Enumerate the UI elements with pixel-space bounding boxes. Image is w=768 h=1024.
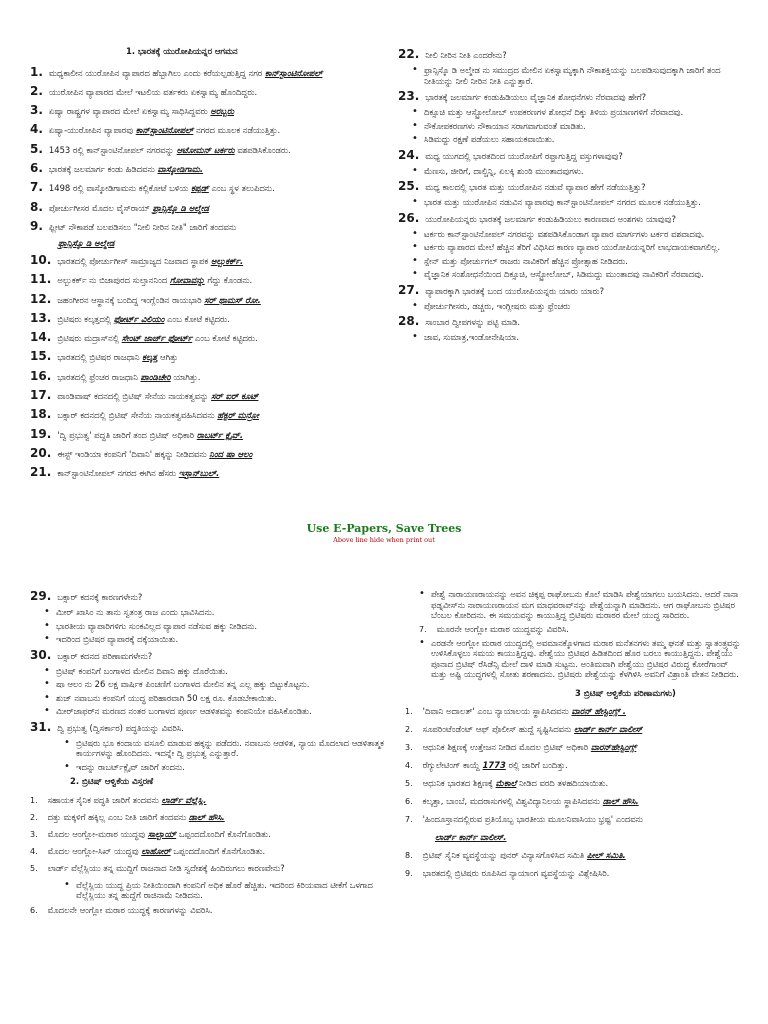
item-text: ಫ್ಲೀಟ್ ನೌಕಾಪಡೆ ಬಲಪಡಿಸಲು "ನೀಲಿ ನೀರಿನ ನೀತಿ" ಜಾರಿಗೆ ತಂದವನು (48, 221, 237, 232)
item-number: 5. (30, 141, 43, 156)
list-item (30, 829, 390, 840)
item-number: 30. (30, 647, 52, 662)
item-text-tail: ಎಂಬ ಸ್ಥಳ ತಲುಪಿದನು. (208, 183, 275, 194)
item-number: 15. (30, 349, 52, 364)
list-item (30, 863, 390, 874)
item-text-tail: ಆಗಿತ್ತು (157, 352, 178, 363)
highlighted-answer: ವಾರನ್‌ಹೇಸ್ಟಿಂಗ್ಸ್ (590, 742, 637, 752)
bullet-point: • ಸ್ಪೇನ್ ಮತ್ತು ಪೋರ್ಚುಗಲ್ ರಾಜರು ನಾವಿಕರಿಗೆ ಹೆಚ್ಚಿನ ಪ್ರೋತ್ಸಾಹ ನೀಡಿದರು. (398, 256, 743, 267)
bullet-point: • ಸಿಡಿಮದ್ದು ರಕ್ಷಣೆ ಪಡೆಯಲು ಸಹಾಯಕವಾಯಿತು. (398, 134, 743, 145)
top-right-column (398, 44, 743, 346)
item-number: 17. (30, 388, 52, 403)
item-text: ಭಾರತದಲ್ಲಿ ಬ್ರಿಟಿಷರ ರಾಜಧಾನಿ (57, 352, 143, 363)
highlighted-answer: ಲಾರ್ಡ್ ಕಾರ್ನ್ ವಾಲೀಸ್. (435, 832, 507, 842)
item-text: ಏಷ್ಯಾ-ಯುರೋಪಿನ ವ್ಯಾಪಾರವು (48, 125, 136, 136)
bullet-point: • ಬ್ರಿಟಿಷ್ ಕಂಪನಿಗೆ ಬಂಗಾಳದ ಮೇಲಿನ ದಿವಾನಿ ಹಕ್ಕು ದೊರೆಯಿತು. (30, 666, 390, 677)
item-text-tail: ಎಂಬ ಕೋಟೆ ಕಟ್ಟಿದರು. (164, 313, 230, 324)
item-number: 8. (30, 199, 43, 214)
highlighted-answer: ಕಾನ್‌ಸ್ಟಾಂಟಿನೋಪಲ್ (135, 125, 194, 136)
highlighted-answer: ಹೆಕ್ಟರ್ ಮನ್ರೋ (217, 410, 259, 421)
bullet-point: • ವೆಲ್ಲೆಸ್ಲಿಯ ಯುದ್ಧ ಪ್ರಿಯ ನೀತಿಯಿಂದಾಗಿ ಕಂಪನಿಗೆ ಅಧಿಕ ಹೊರೆ ಹೆಚ್ಚಿತು. ಇದರಿಂದ ಕಿರಿಯವಾದ ಟೀಕೆಗೆ ಒಳಗಾದ ವೆಲ್ಲೆಸ್ಲಿಯು ತನ್ನ ಹುದ್ದೆಗೆ ರಾಜಿನಾಮೆ ನೀಡಿದನು. (30, 880, 390, 901)
list-item (30, 427, 385, 442)
item-number: 23. (398, 89, 420, 103)
bullet-point: • ಮೆಣಸು, ಜೀರಿಗೆ, ದಾಲ್ಚಿನ್ನಿ, ಏಲಕ್ಕಿ ಶುಂಠಿ ಮುಂತಾದವುಗಳು. (398, 166, 743, 177)
bullet-point: • ಎರಡನೇ ಆಂಗ್ಲೋ ಮರಾಠ ಯುದ್ಧದಲ್ಲಿ ಅವಮಾನಕ್ಕೊಳಗಾದ ಮರಾಠ ಮನೆತನಗಳು ತಮ್ಮ ಘನತೆ ಮತ್ತು ಸ್ವಾತಂತ್ರ್ಯವನ್ನು ಉಳಿಸಿಕೊಳ್ಳಲು ಸಮಯ ಕಾಯುತ್ತಿದ್ದವು. ಪೇಶ್ವೆಯು ಬ್ರಿಟಿಷರ ಹಿಡಿತದಿಂದ ಹೊರ ಬರಲು ಕಾಯುತ್ತಿದ್ದನು. ಪೇಶ್ವೆಯು ಪೂನಾದ ಬ್ರಿಟಿಷ್ ರೆಸಿಡೆನ್ಸಿ ಮೇಲೆ ದಾಳಿ ಮಾಡಿ ಸುಟ್ಟನು. ಅಂತಿಮವಾಗಿ ಪೇಶ್ವೆಯು ಬ್ರಿಟಿಷರ ವಿರುದ್ಧ ಕೋರೆಗಾಂವ್ ಮತ್ತು ಅಷ್ಟಿ ಯುದ್ಧಗಳಲ್ಲಿ ಸೋತು ಶರಣಾದನು. ಬ್ರಿಟಿಷರು ಪೇಶ್ವೆಯನ್ನು ಕೆಳಗಿಳಿಸಿ ಅವನಿಗೆ ವಿಶ್ರಾಂತಿ ವೇತನ ನೀಡಿದರು. (405, 638, 745, 680)
highlighted-answer: ರಾಬರ್ಟ್ ಕ್ಲೈವ್. (196, 429, 244, 440)
item-text-tail: ಒಪ್ಪಂದದೊಂದಿಗೆ ಕೊನೆಗೊಂಡಿತು. (176, 828, 271, 839)
item-text: ಮೊದಲ ಆಂಗ್ಲೋ-ಮರಾಠ ಯುದ್ಧವು (47, 828, 148, 839)
list-item (30, 272, 385, 287)
item-text: ಭಾರತಕ್ಕೆ ಜಲಮಾರ್ಗ ಕಂಡುಹಿಡಿಯಲು ವೈಜ್ಞಾನಿಕ ಶೋಧನೆಗಳು ನೆರವಾದವು ಹೇಗೆ? (425, 92, 647, 102)
item-text: ನೀಲಿ ನೀರಿನ ನೀತಿ ಎಂದರೇನು? (425, 50, 507, 60)
item-text-tail: ಒಪ್ಪಂದದೊಂದಿಗೆ ಕೊನೆಗೊಂಡಿತು. (170, 845, 266, 856)
highlighted-answer: ಇಸ್ತಾನ್‌ಬುಲ್. (178, 468, 220, 479)
list-item (30, 369, 385, 384)
item-text: ಬ್ರಿಟಿಷರು ಕಲ್ಕತ್ತದಲ್ಲಿ (57, 313, 114, 324)
list-item (30, 65, 385, 80)
item-number: 12. (30, 291, 52, 306)
item-text: ಬ್ರಿಟಿಷ್ ಸೈನಿಕ ವ್ಯವಸ್ಥೆಯನ್ನು ಪುನರ್ ವಿನ್ಯಾಸಗೊಳಿಸಿದ ಸಮಿತಿ (422, 849, 587, 860)
list-item (30, 200, 385, 215)
highlighted-answer: ಗೋವಾವನ್ನು (169, 275, 205, 286)
section-heading: 3 ಬ್ರಿಟಿಷ್ ಆಳ್ವಿಕೆಯ ಪರಿಣಾಮಗಳು) (575, 687, 676, 698)
list-item (30, 161, 385, 176)
list-item (30, 465, 385, 480)
item-text: ದತ್ತು ಮಕ್ಕಳಿಗೆ ಹಕ್ಕಿಲ್ಲ ಎಂಬ ನೀತಿ ಜಾರಿಗೆ ತಂದವನು (47, 811, 189, 822)
item-text: ಭಾರತದಲ್ಲಿ ಫ್ರೆಂಚರ ರಾಜಧಾನಿ (57, 371, 141, 382)
item-text-tail: ಎಂಬ ಕೋಟೆ ಕಟ್ಟಿದರು. (192, 333, 258, 344)
list-item (398, 89, 743, 104)
item-text-tail: ಗೆದ್ದು ಕೊಂಡನು. (204, 275, 253, 286)
bullet-point: • ನೌಕೋಪಕರಣಗಳು ನೌಕಾಯಾನ ಸರಾಗವಾಗುವಂತೆ ಮಾಡಿತು. (398, 121, 743, 132)
item-text: ಕಾನ್‌ಸ್ಟಾಂಟಿನೋಪಲ್ ನಗರದ ಈಗಿನ ಹೆಸರು (57, 468, 179, 479)
item-text: ಬ್ರಿಟಿಷರು ಮದ್ರಾಸ್‌ನಲ್ಲಿ (57, 333, 122, 344)
list-item (405, 706, 745, 717)
item-text: ಸಹಾಯಕ ಸೈನಿಕ ಪದ್ಧತಿ ಜಾರಿಗೆ ತಂದವನು (47, 794, 162, 805)
highlighted-answer: ಫೋರ್ಟ್ ವಿಲಿಯಂ (113, 313, 165, 324)
item-text: ಮೊದಲ ಆಂಗ್ಲೋ-ಸಿಖ್ ಯುದ್ಧವು (47, 845, 142, 856)
item-text-tail: ನೀಡಿದ ವರದಿ ತಳಹದಿಯಾಯಿತು. (516, 778, 609, 788)
item-text: ಯುರೋಪಿಯನ್ನರು ಭಾರತಕ್ಕೆ ಜಲಮಾರ್ಗ ಕಂಡುಹಿಡಿಯಲು ಕಾರಣವಾದ ಅಂಶಗಳು ಯಾವುವು? (425, 213, 676, 224)
item-number: 22. (398, 47, 420, 61)
item-number: 3. (405, 743, 413, 752)
highlighted-answer: ವಾರನ್ ಹೇಸ್ಟಿಂಗ್ಸ್ . (571, 706, 626, 716)
item-number: 7. (405, 815, 413, 824)
item-number: 8. (405, 850, 413, 860)
item-text: ಕಲ್ಕತ್ತಾ, ಬಾಂಬೆ, ಮದರಾಸುಗಳಲ್ಲಿ ವಿಶ್ವವಿದ್ಯಾನಿಲಯ ಸ್ಥಾಪಿಸಿದವನು (422, 796, 603, 806)
highlighted-answer: ಮೆಕಾಲೆ (495, 778, 517, 788)
item-text: 'ಹಿಂದೂಸ್ತಾನದಲ್ಲಿರುವ ಪ್ರತಿಯೊಬ್ಬ ಭಾರತೀಯ ಮೂಲನಿವಾಸಿಯು ಭ್ರಷ್ಟ' ಎಂದವನು (422, 814, 643, 824)
list-item (398, 211, 743, 226)
item-text: ಏಷ್ಯಾ ರಾಷ್ಟ್ರಗಳ ವ್ಯಾಪಾರದ ಮೇಲೆ ಏಕಸ್ವಾಮ್ಯ ಸಾಧಿಸಿದ್ದವರು (48, 106, 211, 117)
item-number: 16. (30, 368, 52, 383)
list-item (398, 148, 743, 163)
item-text: ಭಾರತಕ್ಕೆ ಜಲಮಾರ್ಗ ಕಂಡು ಹಿಡಿದವನು (48, 163, 158, 174)
bullet-point: • ಪೋರ್ಚುಗೀಸರು, ಡಚ್ಚರು, ಇಂಗ್ಲೀಷರು ಮತ್ತು ಫ್ರೆಂಚರು (398, 301, 743, 312)
highlighted-answer: ವಾಸ್ಕೋಡಿಗಾಮ. (157, 163, 204, 174)
item-text-tail: ನಗರದ ಮೂಲಕ ನಡೆಯುತ್ತಿತ್ತು. (193, 125, 281, 136)
list-item (405, 850, 745, 861)
item-number: 11. (30, 272, 52, 287)
list-item (405, 724, 745, 735)
list-item (30, 905, 390, 916)
item-number: 1. (405, 707, 413, 716)
item-number: 4. (405, 761, 413, 770)
bottom-right-column (405, 586, 745, 886)
item-text: ಅಲ್ಬುಕರ್ಕ್ ನು ಬಿಜಾಪುರದ ಸುಲ್ತಾನನಿಂದ (57, 275, 170, 286)
bullet-point: • ಜಾವ, ಸುಮಾತ್ರ,ಇಂಡೋನೇಷಿಯಾ. (398, 332, 743, 343)
list-item (30, 589, 390, 604)
item-text: ಆಧುನಿಕ ಶಿಕ್ಷಣಕ್ಕೆ ಉತ್ತೇಜನ ನೀಡಿದ ಮೊದಲ ಬ್ರಿಟಿಷ್ ಅಧಿಕಾರಿ (422, 742, 591, 752)
bullet-point: • ಫ್ರಾನ್ಸಿಸ್ಕೊ ಡಿ ಅಲ್ಮೇಡ ನು ಸಮುದ್ರದ ಮೇಲಿನ ಏಕಸ್ವಾಮ್ಯಕ್ಕಾಗಿ ನೌಕಾಶಕ್ತಿಯನ್ನು ಬಲಪಡಿಸುವುದಕ್ಕಾಗಿ ಜಾರಿಗೆ ತಂದ ನೀತಿಯನ್ನು ನೀಲಿ ನೀರಿನ ನೀತಿ ಎನ್ನುತ್ತಾರೆ. (398, 65, 743, 86)
item-number: 27. (398, 282, 420, 297)
item-text: ಮೊದಲನೇ ಆಂಗ್ಲೋ ಮರಾಠ ಯುದ್ಧಕ್ಕೆ ಕಾರಣಗಳನ್ನು ವಿವರಿಸಿ. (47, 904, 213, 915)
item-text: 1453 ರಲ್ಲಿ ಕಾನ್‌ಸ್ಟಾಂಟಿನೋಪಲ್ ನಗರವನ್ನು (48, 144, 177, 155)
item-number: 13. (30, 310, 52, 325)
item-text: ಸೂಪರಿಂಟೆಂಡೆಂಟ್ ಆಫ್ ಪೊಲೀಸ್ ಹುದ್ದೆ ಸೃಷ್ಟಿಸಿದವನು (422, 724, 575, 734)
item-text-tail: ವಶಪಡಿಸಿಕೊಂಡರು. (234, 144, 291, 155)
list-item (30, 446, 385, 461)
list-item (405, 814, 745, 825)
list-item (398, 47, 743, 62)
highlighted-answer: ಲಾಹೋರ್ (141, 845, 171, 856)
bullet-point: • ಬ್ರಿಟಿಷರು ಭೂ ಕಂದಾಯ ವಸೂಲಿ ಮಾಡುವ ಹಕ್ಕನ್ನು ಪಡೆದರು. ನವಾಬನು ಆಡಳಿತ, ನ್ಯಾಯ ಮೊದಲಾದ ಆಡಳಿತಾತ್ಮಕ ಕಾರ್ಯಗಳನ್ನು ಹೊಂದಿದನು. ಇದನ್ನೇ ದ್ವಿ ಪ್ರಭುತ್ವ ಎನ್ನುತ್ತಾರೆ. (30, 738, 390, 759)
item-text-tail: ಯಾಗಿತ್ತು. (170, 371, 201, 382)
highlighted-answer: ಫ್ರಾನ್ಸಿಸ್ಕೊ ಡಿ ಅಲ್ಮೇಡ (58, 238, 115, 249)
bullet-point: • ಟರ್ಕರು ವ್ಯಾಪಾರದ ಮೇಲೆ ಹೆಚ್ಚಿನ ತೆರಿಗೆ ವಿಧಿಸಿದ ಕಾರಣ ವ್ಯಾಪಾರ ಯುರೋಪಿಯನ್ನರಿಗೆ ಲಾಭದಾಯಕವಾಗಲಿಲ್ಲ. (398, 242, 743, 253)
list-item (30, 103, 385, 118)
item-text: ಮಧ್ಯ ಯುಗದಲ್ಲಿ ಭಾರತದಿಂದ ಯುರೋಪಿಗೆ ರಫ್ತಾಗುತ್ತಿದ್ದ ವಸ್ತುಗಳಾವುವು? (425, 150, 623, 161)
item-number: 1. (30, 64, 43, 79)
section-heading: 2. ಬ್ರಿಟಿಷ್ ಆಳ್ವಿಕೆಯ ವಿಸ್ತರಣೆ (70, 776, 154, 786)
list-item (30, 180, 385, 195)
item-number: 4. (30, 122, 43, 137)
list-item (30, 648, 390, 663)
item-text: ಆಧುನಿಕ ಭಾರತದ ಶಿಕ್ಷಣಕ್ಕೆ (422, 778, 496, 788)
banner-title: Use E-Papers, Save Trees (306, 522, 462, 535)
list-item (405, 796, 745, 807)
item-text: ಮೂರನೇ ಆಂಗ್ಲೋ ಮರಾಠ ಯುದ್ಧವನ್ನು ವಿವರಿಸಿ. (436, 623, 569, 634)
highlighted-answer: ಸರ್ ಥಾಮಸ್ ರೋ. (204, 294, 261, 305)
list-item (405, 868, 745, 879)
item-text: ಬಕ್ಸಾರ್ ಕದನದ ಪರಿಣಾಮಗಳೇನು? (57, 650, 153, 661)
highlighted-answer: ಕಪ್ಪಡ್ (191, 183, 209, 194)
list-item (30, 122, 385, 137)
highlighted-answer: ಡಾಲ್ ಹೌಸಿ. (602, 796, 639, 806)
item-number: 2. (405, 725, 413, 734)
list-item (30, 349, 385, 364)
list-item (405, 832, 745, 843)
list-item (405, 778, 745, 789)
banner-subtitle: Above line hide when print out (333, 536, 435, 544)
item-number: 10. (30, 252, 52, 267)
item-number: 6. (30, 905, 38, 915)
item-number: 18. (30, 407, 52, 422)
item-number: 7. (419, 624, 427, 634)
item-number: 6. (30, 160, 43, 175)
list-item (419, 624, 745, 635)
item-text: 'ದ್ವಿ ಪ್ರಭುತ್ವ' ಪದ್ಧತಿ ಜಾರಿಗೆ ತಂದ ಬ್ರಿಟಿಷ್ ಅಧಿಕಾರಿ (57, 429, 197, 440)
item-number: 6. (405, 797, 413, 806)
highlighted-answer: 1773 (482, 760, 506, 770)
item-number: 9. (405, 868, 413, 878)
bullet-point: • ಭಾರತೀಯ ವ್ಯಾಪಾರಿಗಳಿಗು ಸುಂಕವಿಲ್ಲದ ವ್ಯಾಪಾರ ನಡೆಸುವ ಹಕ್ಕು ನೀಡಿದನು. (30, 621, 390, 632)
list-item (30, 846, 390, 857)
item-number: 4. (30, 846, 38, 856)
item-text: ಈಸ್ಟ್ ಇಂಡಿಯಾ ಕಂಪನಿಗೆ 'ದಿವಾನಿ' ಹಕ್ಕನ್ನು ನೀಡಿದವನು (57, 448, 210, 459)
item-text: ಜಹಂಗೀರನ ಆಸ್ಥಾನಕ್ಕೆ ಬಂದಿದ್ದ ಇಂಗ್ಲೆಂಡಿನ ರಾಯಭಾರಿ (57, 294, 205, 305)
item-number: 9. (30, 218, 43, 233)
item-text: 1498 ರಲ್ಲಿ ವಾಸ್ಕೋಡಿಗಾಮನು ಕಲ್ಲಿಕೋಟೆ ಬಳಿಯ (48, 183, 192, 194)
banner (0, 522, 768, 544)
top-left-column (30, 44, 385, 485)
item-text: ವಾಂಡಿವಾಷ್ ಕದನದಲ್ಲಿ ಬ್ರಿಟಿಷ್ ಸೇನೆಯ ನಾಯಕತ್ವವನ್ನು (57, 391, 212, 402)
item-number: 25. (398, 179, 420, 193)
highlighted-answer: ನಿಂದ ಷಾ ಆಲಂ (209, 448, 253, 459)
list-item (30, 292, 385, 307)
bullet-point: • ಪೇಶ್ವೆ ನಾರಾಯಣರಾಯನನ್ನು ಅವನ ಚಿಕ್ಕಪ್ಪ ರಾಘೋಬನು ಕೊಲೆ ಮಾಡಿಸಿ ಪೇಶ್ವೆಯಾಗಲು ಬಯಸಿದನು. ಆದರೆ ನಾನಾ ಫಡ್ನವೀಸ್‌ನು ನಾರಾಯಣರಾಯನ ಮಗ ಮಾಧವರಾವ್‌ನನ್ನು ಪೇಶ್ವೆಯನ್ನಾಗಿ ಮಾಡಿದನು. ಆಗ ರಾಘೋಬನು ಬ್ರಿಟಿಷರ ಬೆಂಬಲ ಕೋರಿದನು. ಈ ಸಮಯವನ್ನು ಕಾಯುತ್ತಿದ್ದ ಬ್ರಿಟಿಷರು ಮರಾಠರ ಮೇಲೆ ಯುದ್ಧ ಸಾರಿದರು. (405, 589, 745, 621)
list-item (30, 219, 385, 234)
bullet-point: • ಟರ್ಕರು ಕಾನ್‌ಸ್ಟಾಂಟಿನೋಪಲ್ ನಗರವನ್ನು ವಶಪಡಿಸಿಕೊಂಡಾಗ ವ್ಯಾಪಾರ ಮಾರ್ಗಗಳು ಟರ್ಕರ ವಶವಾದವು. (398, 229, 743, 240)
item-number: 19. (30, 426, 52, 441)
list-item (30, 795, 390, 806)
item-number: 14. (30, 330, 52, 345)
item-text: ಭಾರತದಲ್ಲಿ ಪೋರ್ಚುಗೀಸ್ ಸಾಮ್ರಾಜ್ಯದ ನಿಜವಾದ ಸ್ಥಾಪಕ (57, 255, 211, 266)
item-number: 24. (398, 147, 420, 162)
highlighted-answer: ಪೀಲ್ ಸಮಿತಿ. (586, 849, 626, 860)
list-item (398, 179, 743, 194)
highlighted-answer: ಲಾರ್ಡ್ ವೆಲ್ಲೆಸ್ಲಿ. (161, 794, 207, 805)
item-number: 5. (405, 779, 413, 788)
highlighted-answer: ಫ್ರಾನ್ಸಿಸ್ಕೊ ಡಿ ಅಲ್ಮೇಡ (152, 202, 209, 213)
bullet-point: • ಮೀರ್‌ಜಾಫರ್‌ನ ಮರಣದ ನಂತರ ಬಂಗಾಳದ ಪೂರ್ಣ ಆಡಳಿತವನ್ನು ಕಂಪನಿಯೇ ವಹಿಸಿಕೊಂಡಿತು. (30, 706, 390, 717)
bullet-point: • ವೈಜ್ಞಾನಿಕ ಸಂಶೋಧನೆಯಿಂದ ದಿಕ್ಸೂಚಿ, ಆಸ್ಟ್ರೋಲೋಬ್, ಸಿಡಿಮದ್ದು ಮುಂತಾದವು ನಾವಿಕರಿಗೆ ನೆರವಾದವು. (398, 269, 743, 280)
item-number: 21. (30, 465, 52, 480)
list-item (30, 407, 385, 422)
list-item (30, 253, 385, 268)
item-number: 28. (398, 314, 420, 328)
list-item (398, 314, 743, 329)
item-number: 2. (30, 812, 38, 822)
item-text: ವ್ಯಾಪಾರಕ್ಕಾಗಿ ಭಾರತಕ್ಕೆ ಬಂದ ಯುರೋಪಿಯನ್ನರು ಯಾರು ಯಾರು? (425, 285, 605, 296)
item-text-tail: ರಲ್ಲಿ ಜಾರಿಗೆ ಬಂದಿತ್ತು. (505, 760, 568, 770)
bullet-point: • ಇದರಿಂದ ಬ್ರಿಟಿಷರ ವ್ಯಾಪಾರಕ್ಕೆ ದಕ್ಕೆಯಾಯಿತು. (30, 634, 390, 645)
bullet-point: • ಇದನ್ನು ರಾಬರ್ಟ್‌ಕ್ಲೈವ್ ಜಾರಿಗೆ ತಂದನು. (30, 762, 390, 773)
item-text: ಸಾಂಬಾರ ದ್ವೀಪಗಳನ್ನು ಪಟ್ಟಿ ಮಾಡಿ. (425, 317, 520, 327)
item-text: ಯುರೋಪಿನ ವ್ಯಾಪಾರದ ಮೇಲೆ ಇಟಲಿಯ ವರ್ತಕರು ಏಕಸ್ವಾಮ್ಯ ಹೊಂದಿದ್ದರು. (48, 86, 258, 97)
highlighted-answer: ಲಾರ್ಡ್ ಕಾರ್ನ್ ವಾಲೀಸ್ (574, 724, 643, 734)
item-number: 5. (30, 863, 38, 873)
bullet-point: • ಮೀರ್ ಖಾಸಿಂ ನು ತಾನು ಸ್ವತಂತ್ರ ರಾಜ ಎಂದು ಭಾವಿಸಿದನು. (30, 607, 390, 618)
item-number: 3. (30, 829, 38, 839)
item-number: 3. (30, 103, 43, 118)
list-item (30, 311, 385, 326)
item-number: 31. (30, 719, 52, 734)
highlighted-answer: ಕಲ್ಕತ್ತ (142, 352, 158, 363)
list-item (398, 283, 743, 298)
highlighted-answer: ಸರ್ ಐರ್ ಕೂಟ್ (211, 391, 259, 402)
list-item (405, 742, 745, 753)
item-number: 29. (30, 589, 52, 603)
bullet-point: • ಶುಜ್ ನವಾಬನು ಕಂಪನಿಗೆ ಯುದ್ಧ ಪರಿಹಾರವಾಗಿ 50 ಲಕ್ಷ ರೂ. ಕೊಡಬೇಕಾಯಿತು. (30, 693, 390, 704)
list-item (30, 142, 385, 157)
item-text: ಮಧ್ಯಕಾಲೀನ ಯುರೋಪಿನ ವ್ಯಾಪಾರದ ಹೆಬ್ಬಾಗಿಲು ಎಂದು ಕರೆಯಲ್ಪಡುತ್ತಿದ್ದ ನಗರ (48, 67, 265, 78)
item-number: 2. (30, 83, 43, 98)
list-item (30, 388, 385, 403)
item-number: 20. (30, 445, 52, 460)
section-heading: 1. ಭಾರತಕ್ಕೆ ಯುರೋಪಿಯನ್ನರ ಆಗಮನ (126, 46, 238, 56)
item-number: 7. (30, 180, 43, 195)
highlighted-answer: ಸೇಂಟ್ ಜಾರ್ಜ್ ಫೋರ್ಟ್ (121, 333, 193, 344)
list-item (30, 238, 385, 249)
list-item (30, 720, 390, 735)
item-text: 'ದಿವಾನಿ ಅದಾಲತ್' ಎಂಬ ನ್ಯಾಯಾಲಯ ಸ್ಥಾಪಿಸಿದವನು (422, 706, 572, 716)
highlighted-answer: ಆಟೋಮನ್ ಟರ್ಕರು (176, 144, 235, 155)
highlighted-answer: ಅರಬ್ಬರು (210, 106, 235, 117)
highlighted-answer: ಕಾನ್‌ಸ್ಟಾಂಟಿನೋಪಲ್ (264, 67, 323, 78)
item-text: ಬಕ್ಸಾರ್ ಕದನಕ್ಕೆ ಕಾರಣಗಳೇನು? (57, 592, 143, 602)
item-text: ಬಕ್ಸಾರ್ ಕದನದಲ್ಲಿ ಬ್ರಿಟಿಷ್ ಸೇನೆಯ ನಾಯಕತ್ವವಹಿಸಿದವನು (57, 410, 218, 421)
list-item (30, 812, 390, 823)
highlighted-answer: ಪಾಂಡಿಚೇರಿ (140, 371, 171, 382)
item-number: 26. (398, 210, 420, 225)
item-text: ಭಾರತದಲ್ಲಿ ಬ್ರಿಟಿಷರು ರೂಪಿಸಿದ ನ್ಯಾಯಾಂಗ ವ್ಯವಸ್ಥೆಯನ್ನು ವಿಶ್ಲೇಷಿಸಿರಿ. (422, 867, 610, 878)
bullet-point: • ಭಾರತ ಮತ್ತು ಯುರೋಪಿನ ನಡುವಿನ ವ್ಯಾಪಾರವು ಕಾನ್‌ಸ್ಟಾಂಟಿನೋಪಲ್ ನಗರದ ಮೂಲಕ ನಡೆಯುತ್ತಿತ್ತು. (398, 197, 743, 208)
item-text: ಪೋರ್ಚುಗೀಸರ ಮೊದಲ ವೈಸ್‌ರಾಯ್ (48, 202, 153, 213)
list-item (405, 760, 745, 771)
list-item (30, 330, 385, 345)
highlighted-answer: ಅಲ್ಬುಕರ್ಕ್. (210, 255, 244, 266)
item-text: ರೆಗ್ಯುಲೇಟಿಂಗ್ ಕಾಯ್ದೆ (422, 760, 483, 770)
list-item (30, 84, 385, 99)
item-text: ಲಾರ್ಡ್ ವೆಲ್ಲೆಸ್ಲಿಯು ತನ್ನ ಮುದ್ದಿಗೆ ರಾಜನಾದ ನೀಡಿ ಸ್ವದೇಶಕ್ಕೆ ಹಿಂದಿರುಗಲು ಕಾರಣವೇನು? (47, 862, 285, 873)
item-text: ದ್ವಿ ಪ್ರಭುತ್ವ (ದ್ವಿಸರ್ಕಾರ) ಪದ್ಧತಿಯನ್ನು ವಿವರಿಸಿ. (57, 722, 184, 733)
item-text: ಮಧ್ಯ ಕಾಲದಲ್ಲಿ ಭಾರತ ಮತ್ತು ಯುರೋಪಿನ ನಡುವೆ ವ್ಯಾಪಾರ ಹೇಗೆ ನಡೆಯುತ್ತಿತ್ತು? (425, 182, 646, 192)
highlighted-answer: ಸಾಲ್ಬಾಯ್ (147, 828, 177, 839)
item-number: 1. (30, 795, 38, 805)
bottom-left-column (30, 586, 390, 916)
highlighted-answer: ಡಾಲ್ ಹೌಸಿ. (188, 811, 225, 822)
bullet-point: • ಷಾ ಆಲಂ ನು 26 ಲಕ್ಷ ವಾರ್ಷಿಕ ಪಿಂಚಣಿಗೆ ಬಂಗಾಳದ ಮೇಲಿನ ತನ್ನ ಎಲ್ಲ ಹಕ್ಕು ಬಿಟ್ಟುಕೊಟ್ಟನು. (30, 679, 390, 690)
bullet-point: • ದಿಕ್ಸೂಚಿ ಮತ್ತು ಆಸ್ಟ್ರೋಲೋಬ್ ಉಪಕರಣಗಳ ಶೋಧನೆ ದಿಕ್ಕು ತಿಳಿಯ ಪ್ರಯಾಣಗಳಿಗೆ ನೆರವಾದವು. (398, 107, 743, 118)
